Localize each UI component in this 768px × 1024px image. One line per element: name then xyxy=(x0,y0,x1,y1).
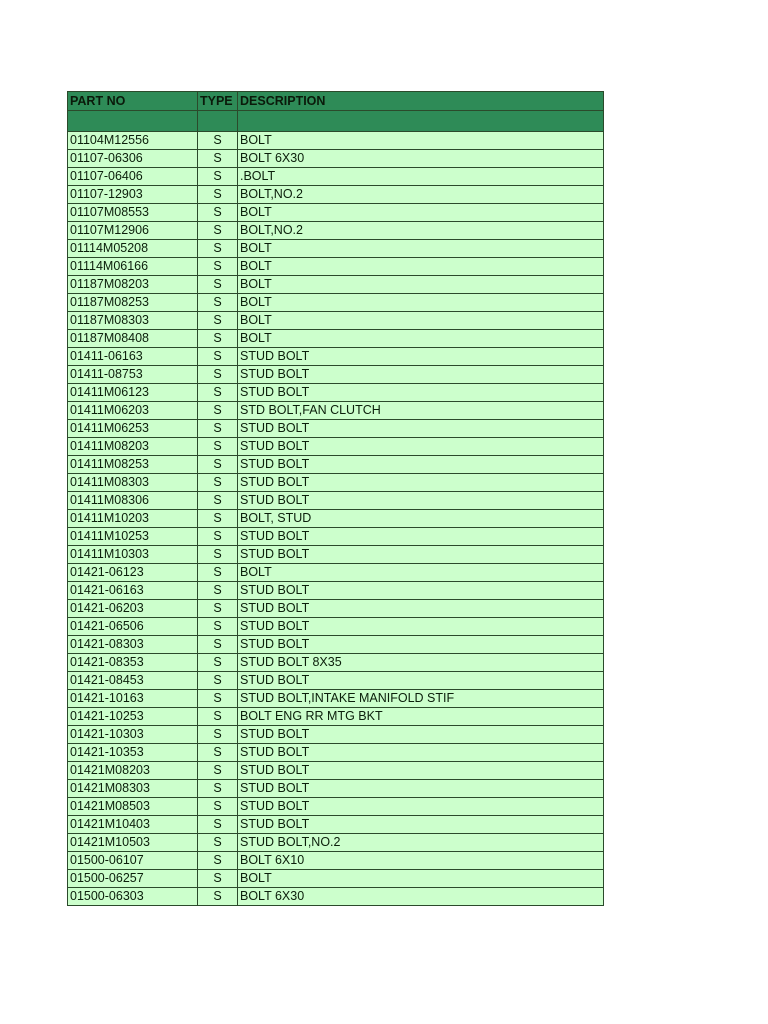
part-no-cell: 01411M06203 xyxy=(68,402,198,420)
part-no-cell: 01107M12906 xyxy=(68,222,198,240)
type-cell: S xyxy=(198,456,238,474)
parts-table xyxy=(67,91,604,906)
part-no-cell: 01500-06303 xyxy=(68,888,198,906)
table-row xyxy=(68,564,604,582)
header-spacer-cell xyxy=(68,111,198,132)
type-cell: S xyxy=(198,510,238,528)
description-cell: STUD BOLT xyxy=(238,726,604,744)
part-no-cell: 01107M08553 xyxy=(68,204,198,222)
header-description: DESCRIPTION xyxy=(238,92,604,111)
type-cell: S xyxy=(198,528,238,546)
part-no-cell: 01411M08203 xyxy=(68,438,198,456)
description-cell: STUD BOLT xyxy=(238,600,604,618)
table-row xyxy=(68,654,604,672)
part-no-cell: 01421-10303 xyxy=(68,726,198,744)
part-no-cell: 01411M08253 xyxy=(68,456,198,474)
table-row xyxy=(68,402,604,420)
type-cell: S xyxy=(198,438,238,456)
table-body xyxy=(68,132,604,906)
type-cell: S xyxy=(198,132,238,150)
description-cell: STUD BOLT xyxy=(238,618,604,636)
part-no-cell: 01107-12903 xyxy=(68,186,198,204)
description-cell: STUD BOLT,NO.2 xyxy=(238,834,604,852)
table-row xyxy=(68,348,604,366)
part-no-cell: 01187M08303 xyxy=(68,312,198,330)
part-no-cell: 01421-06123 xyxy=(68,564,198,582)
description-cell: STUD BOLT xyxy=(238,438,604,456)
part-no-cell: 01187M08203 xyxy=(68,276,198,294)
description-cell: STUD BOLT xyxy=(238,492,604,510)
part-no-cell: 01107-06306 xyxy=(68,150,198,168)
part-no-cell: 01411-06163 xyxy=(68,348,198,366)
table-row xyxy=(68,276,604,294)
part-no-cell: 01500-06257 xyxy=(68,870,198,888)
part-no-cell: 01114M06166 xyxy=(68,258,198,276)
type-cell: S xyxy=(198,294,238,312)
table-row xyxy=(68,132,604,150)
table-row xyxy=(68,204,604,222)
table-row xyxy=(68,492,604,510)
table-row xyxy=(68,546,604,564)
description-cell: STUD BOLT xyxy=(238,816,604,834)
type-cell: S xyxy=(198,366,238,384)
table-row xyxy=(68,150,604,168)
type-cell: S xyxy=(198,708,238,726)
description-cell: BOLT xyxy=(238,132,604,150)
description-cell: BOLT xyxy=(238,240,604,258)
description-cell: STUD BOLT xyxy=(238,528,604,546)
table-row xyxy=(68,834,604,852)
table-row xyxy=(68,816,604,834)
table-row xyxy=(68,438,604,456)
description-cell: STUD BOLT xyxy=(238,798,604,816)
table-row xyxy=(68,186,604,204)
table-row xyxy=(68,852,604,870)
part-no-cell: 01421-10253 xyxy=(68,708,198,726)
type-cell: S xyxy=(198,834,238,852)
type-cell: S xyxy=(198,690,238,708)
part-no-cell: 01411M10253 xyxy=(68,528,198,546)
header-spacer-cell xyxy=(198,111,238,132)
part-no-cell: 01421-06506 xyxy=(68,618,198,636)
table-row xyxy=(68,672,604,690)
table-row xyxy=(68,528,604,546)
header-row xyxy=(68,92,604,111)
type-cell: S xyxy=(198,474,238,492)
type-cell: S xyxy=(198,402,238,420)
type-cell: S xyxy=(198,762,238,780)
part-no-cell: 01421M10503 xyxy=(68,834,198,852)
part-no-cell: 01421M10403 xyxy=(68,816,198,834)
type-cell: S xyxy=(198,384,238,402)
part-no-cell: 01411M08303 xyxy=(68,474,198,492)
table-row xyxy=(68,870,604,888)
table-row xyxy=(68,366,604,384)
description-cell: BOLT,NO.2 xyxy=(238,186,604,204)
type-cell: S xyxy=(198,150,238,168)
description-cell: STD BOLT,FAN CLUTCH xyxy=(238,402,604,420)
description-cell: BOLT xyxy=(238,258,604,276)
description-cell: STUD BOLT xyxy=(238,744,604,762)
part-no-cell: 01411-08753 xyxy=(68,366,198,384)
table-row xyxy=(68,744,604,762)
part-no-cell: 01421-10163 xyxy=(68,690,198,708)
part-no-cell: 01411M10303 xyxy=(68,546,198,564)
part-no-cell: 01187M08253 xyxy=(68,294,198,312)
description-cell: BOLT,NO.2 xyxy=(238,222,604,240)
part-no-cell: 01421M08203 xyxy=(68,762,198,780)
part-no-cell: 01421-06163 xyxy=(68,582,198,600)
description-cell: STUD BOLT xyxy=(238,636,604,654)
type-cell: S xyxy=(198,780,238,798)
part-no-cell: 01421-08353 xyxy=(68,654,198,672)
type-cell: S xyxy=(198,348,238,366)
type-cell: S xyxy=(198,618,238,636)
part-no-cell: 01107-06406 xyxy=(68,168,198,186)
table-row xyxy=(68,618,604,636)
type-cell: S xyxy=(198,888,238,906)
table-row xyxy=(68,420,604,438)
description-cell: BOLT ENG RR MTG BKT xyxy=(238,708,604,726)
description-cell: STUD BOLT xyxy=(238,384,604,402)
type-cell: S xyxy=(198,312,238,330)
description-cell: BOLT xyxy=(238,276,604,294)
type-cell: S xyxy=(198,330,238,348)
part-no-cell: 01421-08453 xyxy=(68,672,198,690)
description-cell: .BOLT xyxy=(238,168,604,186)
table-row xyxy=(68,582,604,600)
part-no-cell: 01421-06203 xyxy=(68,600,198,618)
table-row xyxy=(68,312,604,330)
description-cell: STUD BOLT xyxy=(238,780,604,798)
part-no-cell: 01411M10203 xyxy=(68,510,198,528)
description-cell: BOLT xyxy=(238,204,604,222)
type-cell: S xyxy=(198,816,238,834)
description-cell: BOLT 6X10 xyxy=(238,852,604,870)
table-row xyxy=(68,762,604,780)
table-row xyxy=(68,636,604,654)
description-cell: BOLT xyxy=(238,294,604,312)
type-cell: S xyxy=(198,204,238,222)
type-cell: S xyxy=(198,654,238,672)
header-spacer-cell xyxy=(238,111,604,132)
description-cell: BOLT, STUD xyxy=(238,510,604,528)
table-row xyxy=(68,330,604,348)
part-no-cell: 01411M08306 xyxy=(68,492,198,510)
description-cell: BOLT 6X30 xyxy=(238,150,604,168)
part-no-cell: 01411M06123 xyxy=(68,384,198,402)
table-row xyxy=(68,798,604,816)
type-cell: S xyxy=(198,492,238,510)
table-row xyxy=(68,168,604,186)
description-cell: STUD BOLT xyxy=(238,348,604,366)
type-cell: S xyxy=(198,276,238,294)
type-cell: S xyxy=(198,168,238,186)
table-row xyxy=(68,222,604,240)
description-cell: STUD BOLT,INTAKE MANIFOLD STIF xyxy=(238,690,604,708)
table-row xyxy=(68,294,604,312)
description-cell: STUD BOLT xyxy=(238,582,604,600)
type-cell: S xyxy=(198,744,238,762)
table-row xyxy=(68,600,604,618)
table-row xyxy=(68,780,604,798)
part-no-cell: 01421-08303 xyxy=(68,636,198,654)
type-cell: S xyxy=(198,600,238,618)
part-no-cell: 01421M08503 xyxy=(68,798,198,816)
type-cell: S xyxy=(198,186,238,204)
table-row xyxy=(68,726,604,744)
description-cell: STUD BOLT xyxy=(238,546,604,564)
type-cell: S xyxy=(198,546,238,564)
type-cell: S xyxy=(198,672,238,690)
description-cell: STUD BOLT xyxy=(238,672,604,690)
part-no-cell: 01421-10353 xyxy=(68,744,198,762)
part-no-cell: 01421M08303 xyxy=(68,780,198,798)
header-spacer-row xyxy=(68,111,604,132)
description-cell: STUD BOLT xyxy=(238,366,604,384)
type-cell: S xyxy=(198,420,238,438)
table-row xyxy=(68,474,604,492)
description-cell: BOLT xyxy=(238,312,604,330)
type-cell: S xyxy=(198,798,238,816)
table-row xyxy=(68,708,604,726)
part-no-cell: 01187M08408 xyxy=(68,330,198,348)
part-no-cell: 01114M05208 xyxy=(68,240,198,258)
type-cell: S xyxy=(198,240,238,258)
table-row xyxy=(68,690,604,708)
table-row xyxy=(68,384,604,402)
description-cell: STUD BOLT xyxy=(238,420,604,438)
table-row xyxy=(68,240,604,258)
description-cell: STUD BOLT xyxy=(238,474,604,492)
type-cell: S xyxy=(198,870,238,888)
description-cell: STUD BOLT xyxy=(238,456,604,474)
description-cell: BOLT xyxy=(238,330,604,348)
description-cell: BOLT 6X30 xyxy=(238,888,604,906)
part-no-cell: 01411M06253 xyxy=(68,420,198,438)
description-cell: BOLT xyxy=(238,564,604,582)
part-no-cell: 01104M12556 xyxy=(68,132,198,150)
type-cell: S xyxy=(198,564,238,582)
type-cell: S xyxy=(198,636,238,654)
table-row xyxy=(68,456,604,474)
table-header xyxy=(68,92,604,132)
type-cell: S xyxy=(198,726,238,744)
type-cell: S xyxy=(198,258,238,276)
description-cell: BOLT xyxy=(238,870,604,888)
description-cell: STUD BOLT 8X35 xyxy=(238,654,604,672)
header-type: TYPE xyxy=(198,92,238,111)
table-row xyxy=(68,258,604,276)
type-cell: S xyxy=(198,852,238,870)
header-part-no: PART NO xyxy=(68,92,198,111)
description-cell: STUD BOLT xyxy=(238,762,604,780)
part-no-cell: 01500-06107 xyxy=(68,852,198,870)
table-row xyxy=(68,888,604,906)
type-cell: S xyxy=(198,582,238,600)
type-cell: S xyxy=(198,222,238,240)
table-row xyxy=(68,510,604,528)
